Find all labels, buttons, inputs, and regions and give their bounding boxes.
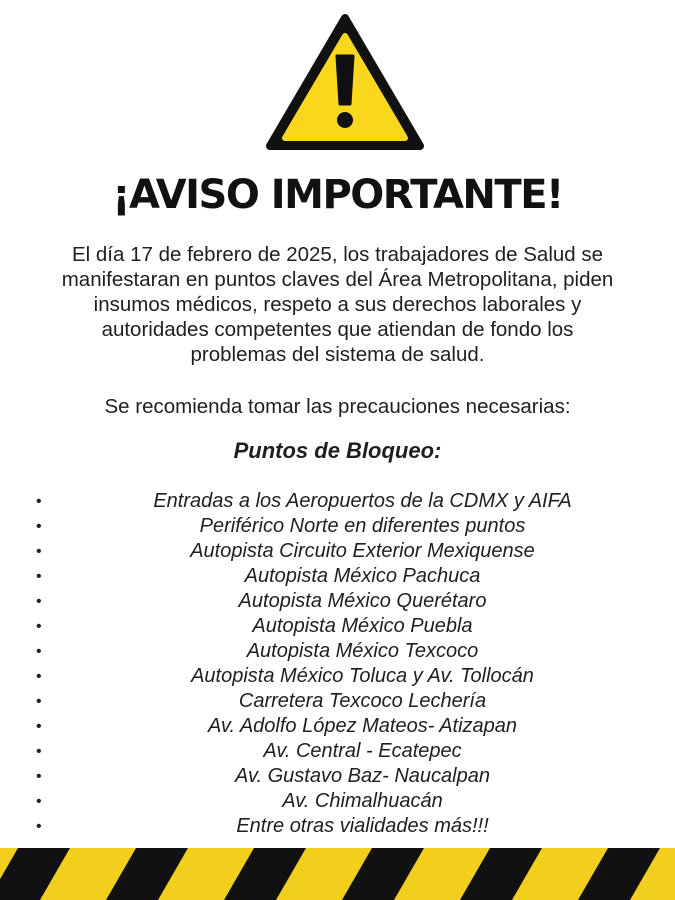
- intro-paragraph: [10, 242, 665, 367]
- list-item-text: Av. Chimalhuacán: [282, 790, 443, 812]
- bullet-icon: •: [36, 618, 42, 635]
- hazard-stripe: [0, 848, 675, 900]
- bullet-icon: •: [36, 768, 42, 785]
- list-item-text: Autopista México Pachuca: [244, 565, 481, 587]
- bullet-icon: •: [36, 568, 42, 585]
- list-item: [0, 639, 675, 664]
- bullet-icon: •: [36, 818, 42, 835]
- notice-title: ¡AVISO IMPORTANTE!: [112, 172, 563, 218]
- bullet-icon: •: [36, 543, 42, 560]
- list-item: [0, 589, 675, 614]
- intro-line: manifestaran en puntos claves del Área Metropolitana, piden: [61, 268, 614, 291]
- bullet-icon: •: [36, 593, 42, 610]
- list-item: [0, 514, 675, 539]
- list-item: [0, 664, 675, 689]
- list-item-text: Carretera Texcoco Lechería: [238, 690, 487, 712]
- list-item: [0, 789, 675, 814]
- list-item: [0, 539, 675, 564]
- bullet-icon: •: [36, 643, 42, 660]
- bullet-icon: •: [36, 493, 42, 510]
- bullet-icon: •: [36, 718, 42, 735]
- warning-triangle-icon: [266, 12, 424, 152]
- list-item-text: Autopista México Texcoco: [246, 640, 479, 662]
- list-item: [0, 564, 675, 589]
- list-item: [0, 489, 675, 514]
- list-item-text: Entradas a los Aeropuertos de la CDMX y AIFA: [153, 490, 572, 512]
- list-item-text: Autopista México Puebla: [252, 615, 473, 637]
- recommendation-text: Se recomienda tomar las precauciones necesarias:: [104, 395, 571, 418]
- list-item-text: Av. Adolfo López Mateos- Atizapan: [207, 715, 518, 737]
- list-item: [0, 814, 675, 839]
- list-item-text: Autopista México Toluca y Av. Tollocán: [191, 665, 534, 687]
- list-item: [0, 614, 675, 639]
- list-item-text: Periférico Norte en diferentes puntos: [199, 515, 526, 537]
- list-item-text: Autopista Circuito Exterior Mexiquense: [190, 540, 535, 562]
- list-item-text: Entre otras vialidades más!!!: [236, 815, 489, 837]
- list-item-text: Av. Gustavo Baz- Naucalpan: [235, 765, 490, 787]
- list-item: [0, 739, 675, 764]
- section-heading: Puntos de Bloqueo:: [233, 438, 442, 463]
- list-item: [0, 714, 675, 739]
- bullet-icon: •: [36, 693, 42, 710]
- intro-line: problemas del sistema de salud.: [190, 343, 485, 366]
- intro-line: insumos médicos, respeto a sus derechos laborales y: [93, 293, 582, 316]
- blockade-points-list: [0, 489, 675, 839]
- list-item-text: Av. Central - Ecatepec: [263, 740, 462, 762]
- list-item: [0, 764, 675, 789]
- bullet-icon: •: [36, 518, 42, 535]
- bullet-icon: •: [36, 668, 42, 685]
- bullet-icon: •: [36, 743, 42, 760]
- intro-line: El día 17 de febrero de 2025, los trabajadores de Salud se: [71, 243, 604, 266]
- list-item-text: Autopista México Querétaro: [238, 590, 487, 612]
- bullet-icon: •: [36, 793, 42, 810]
- list-item: [0, 689, 675, 714]
- intro-line: autoridades competentes que atiendan de fondo los: [101, 318, 574, 341]
